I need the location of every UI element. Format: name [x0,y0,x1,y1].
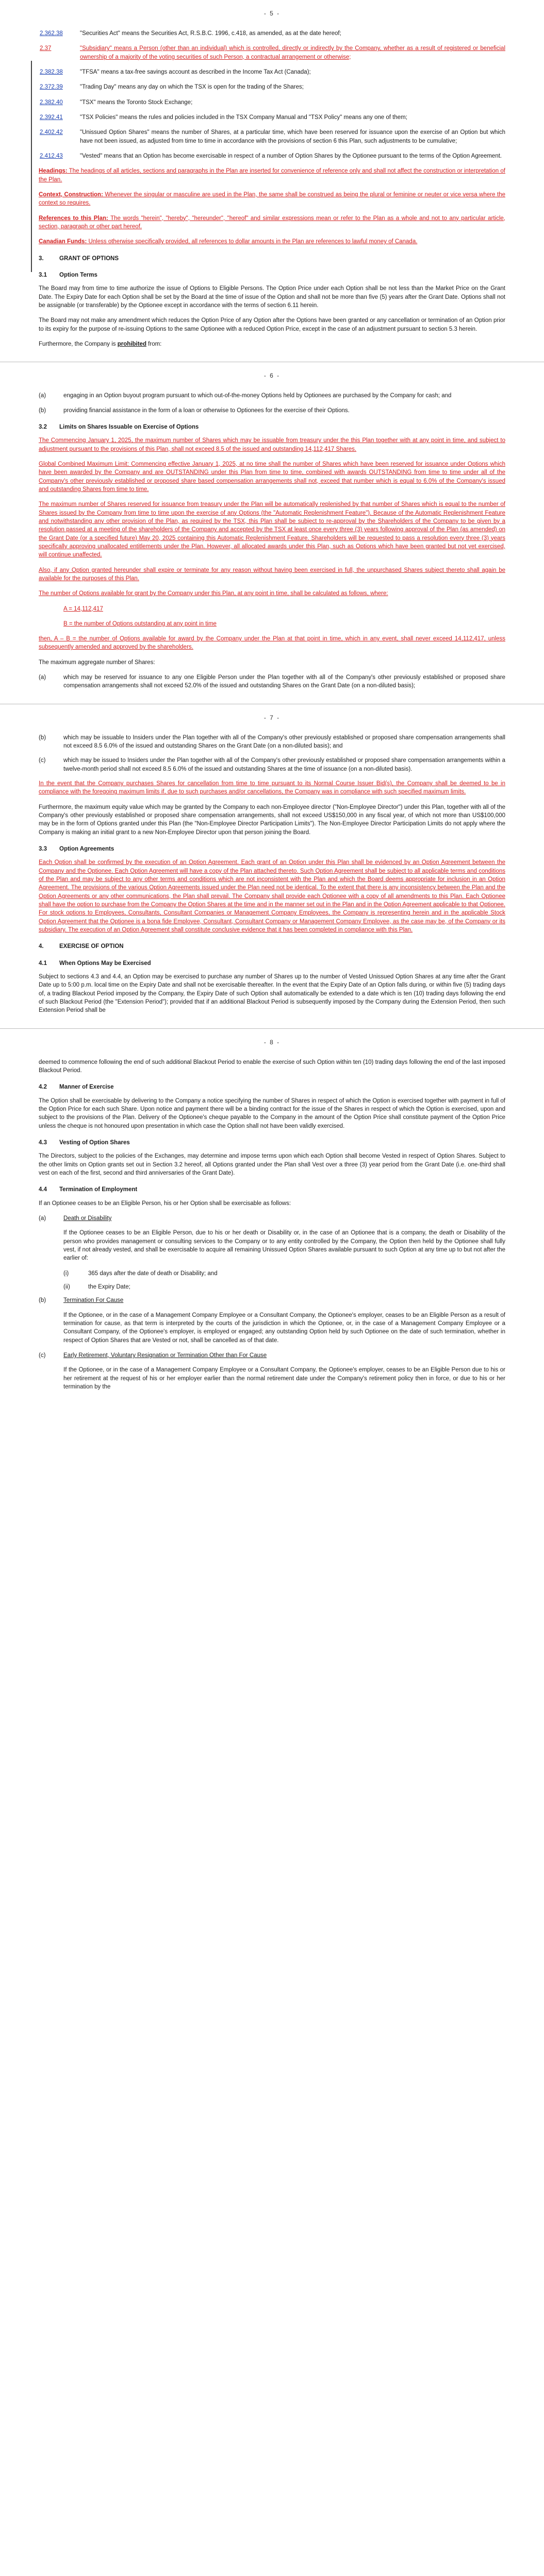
subsection-title: Option Agreements [59,846,114,853]
body-paragraph: The Option shall be exercisable by delivering to the Company a notice specifying the number of Shares in respect of which the Option is exercised together with payment in full of the Option Price for each such Share. Upon notice and payment there will be a binding contract for the issue of the Shares in respect of which the Option is exercised, upon and subject to the provisions of the Plan. Delivery of the Optionee's cheque payable to the Company in the amount of the Option Price shall constitute payment of the Option Price unless the cheque is not honoured upon presentation in which case the Option shall not have been validly exercised. [39,1097,505,1129]
formula-line: A = 14,112,417 [63,605,103,612]
interpretation-paragraph [39,167,505,184]
definition-number: 2.382.38 [40,69,63,76]
definition-number: 2.412.43 [40,152,63,159]
body-paragraph: Each Option shall be confirmed by the execution of an Option Agreement. Each grant of an Option under this Plan shall be evidenced by an Option Agreement between the Company and the Optionee. Each Option Agreement will have a copy of the Plan attached thereto. Such Option Agreement shall be subject to all applicable terms and conditions of the Plan and may be subject to any other terms and conditions which are not inconsistent with the Plan and which the Board deems appropriate for inclusion in an Option Agreement. The provisions of the various Option Agreements issued under the Plan need not be identical. To the extent that there is any inconsistency between the Plan and the Option Agreements or any other communications, the Plan shall prevail. The Company shall provide each Optionee with a copy of all amendments to this Plan. Each Optionee shall have the option to purchase from the Company the Option Shares at the time and in the manner set out in the Plan and in the Option Agreement applicable to that Optionee. For stock options to Employees, Consultants, Consultant Companies or Management Company Employees, the Company is representing herein and in the applicable Stock Option Agreement that the Optionee is a bona fide Employee, Consultant, Consultant Company or Management Company Employee, as the case may be, of the Company or its subsidiary. The execution of an Option Agreement shall constitute conclusive evidence that it has been completed in compliance with this Plan. [39,859,505,934]
text: from: [146,341,162,347]
subsection-number: 3.2 [39,423,47,430]
list-text: which may be reserved for issuance to any one Eligible Person under the Plan together with all of the Company's other previously established or proposed share compensation arrangements shall not exceed 52.0% of the issued and outstanding Shares on the Grant Date (on a non-diluted basis); [63,674,505,689]
list-text: engaging in an Option buyout program pursuant to which out-of-the-money Options held by Optionees are purchased by the Company for cash; and [63,393,452,399]
definition-text: "TSX" means the Toronto Stock Exchange; [80,99,193,106]
list-label: (c) [39,1352,46,1359]
page-number: - 6 - [263,372,281,380]
formula-line: B = the number of Options outstanding at any point in time [63,620,217,627]
body-paragraph: The Directors, subject to the policies of the Exchanges, may determine and impose terms upon which each Option shall become Vested in respect of Option Shares. Subject to the other limits on Option grants set out in Section 3.2 hereof, all Options granted under the Plan shall Vest over a three (3) year period from the Grant Date (i.e. one-third shall vest on each of the first, second and third anniversaries of the Grant Date). [39,1153,505,1176]
list-text: the Expiry Date; [88,1283,130,1290]
definition-text: "TSX Policies" means the rules and policies included in the TSX Company Manual and "TSX Policy" means any one of them; [80,114,407,121]
list-item [63,1269,505,1278]
page-number: - 8 - [263,1038,281,1046]
list-item [39,1351,505,1360]
interpretation-paragraph [39,238,505,246]
list-label: (b) [39,1297,46,1304]
change-bar [31,61,32,272]
definition-item [39,44,505,61]
subsection-number: 4.1 [39,960,47,967]
body-paragraph: Subject to sections 4.3 and 4.4, an Option may be exercised to purchase any number of Shares up to the number of Vested Unissued Option Shares at any time after the Grant Date up to 5:00 p.m. local time on the Expiry Date and shall not be exercisable thereafter. In the event that the Expiry Date of an Option falls during, or within five (5) trading days of, a trading Blackout Period imposed by the Company, the Expiry Date of such Option shall automatically be extended to a date which is ten (10) trading days following the end of such Blackout Period (the "Extension Period"); provided that if an additional Blackout Period is subsequently imposed by the Company during the Extension Period, then such Extension Period shall be [39,974,505,1014]
list-item [39,406,505,415]
list-item [39,392,505,400]
body-paragraph: The maximum aggregate number of Shares: [39,659,155,666]
subsection-heading [39,1185,505,1194]
list-label: (a) [39,393,46,399]
subsection-heading [39,1139,505,1147]
definition-number: 2.372.39 [40,84,63,91]
interpretation-label: Headings: [39,168,68,175]
interpretation-paragraph [39,214,505,231]
list-label: (b) [39,734,46,741]
definition-text: "Unissued Option Shares" means the number of Shares, at a particular time, which have been reserved for issuance upon the exercise of an Option but which have not been issued, as adjusted from time to time in accordance with the provisions of section 6 this Plan, such adjustments to be cumulative; [80,129,505,144]
list-item [63,1283,505,1291]
subsection-number: 3.3 [39,846,47,853]
body-paragraph: In the event that the Company purchases Shares for cancellation from time to time pursuant to its Normal Course Issuer Bid(s), the Company shall be deemed to be in compliance with the foregoing maximum limits if, due to such purchases and/or cancellations, the Company was in compliance with such specified maximum limits. [39,781,505,795]
list-label: (c) [39,757,46,764]
interpretation-text: The words "herein", "hereby", "hereunder", "hereof" and similar expressions mean or refer to the Plan as a whole and not to any particular article, section, paragraph or other part hereof. [39,215,505,230]
subsection-heading [39,271,505,279]
page-break [0,1028,544,1029]
text: Furthermore, the Company is [39,341,118,347]
definition-number: 2.392.41 [40,114,63,121]
body-paragraph: deemed to commence following the end of such additional Blackout Period to enable the exercise of such Option within ten (10) trading days following the end of the last imposed Blackout Period. [39,1059,505,1074]
body-paragraph: The maximum number of Shares reserved for issuance from treasury under the Plan will be automatically replenished by that number of Shares which is equal to the number of Shares issued by the Company from time to time upon the exercise of any Options (the "Automatic Replenishment Feature"). Because of the Automatic Replenishment Feature and notwithstanding any other provision of the Plan, as required by the TSX, this Plan shall be subject to re-approval by the Shareholders of the Company to be given by a resolution passed at a meeting of the shareholders of the Company and accepted by the TSX at least once every three (3) years following approval of the Plan (as amended) on the Grant Date (or a specified future) May 20, 2025 containing this Automatic Replenishment Feature. Shareholders will be requested to pass a resolution every three (3) years specifically approving unallocated entitlements under the Plan. However, all allocated awards under this Plan, such as Options which have been granted but not yet exercised, will continue unaffected. [39,501,505,558]
definition-item [39,29,505,38]
subsection-title: Limits on Shares Issuable on Exercise of Options [59,423,199,430]
body-paragraph: Furthermore, the maximum equity value which may be granted by the Company to each non-Employee director ("Non-Employee Director") under this Plan, together with all of the Company's other previously established or proposed share compensation arrangements, shall not exceed US$150,000 in any fiscal year, of which not more than US$100,000 may be in the form of Options granted under this Plan (the "Non-Employee Director Participation Limits"). The Non-Employee Director Participation Limits do not apply where the Company is making an initial grant to a new Non-Employee Director upon that person joining the Board. [39,804,505,836]
section-title: GRANT OF OPTIONS [59,255,119,262]
body-paragraph [39,340,505,348]
definition-text: "Vested" means that an Option has become exercisable in respect of a number of Option Shares by the Optionee pursuant to the terms of the Option Agreement. [80,152,502,159]
definition-item [39,152,505,160]
definition-text: "Securities Act" means the Securities Act, R.S.B.C. 1996, c.418, as amended, as at the date hereof; [80,30,341,37]
list-text: which may be issued to Insiders under the Plan together with all of the Company's other previously established or proposed share compensation arrangements within a twelve-month period shall not exceed 8.5 6.0% of the issued and outstanding Shares at the time of issuance (on a non-diluted basis). [63,757,505,772]
document [0,9,544,1391]
page-number: - 5 - [263,10,281,17]
subsection-title: Option Terms [59,272,97,278]
subsection-heading [39,845,505,853]
list-text: providing financial assistance in the form of a loan or otherwise to Optionees for the exercise of their Options. [63,407,350,414]
body-paragraph: Global Combined Maximum Limit: Commencing effective January 1, 2025, at no time shall the number of Shares which have been reserved for issuance under Options which have been awarded by the Company and are OUTSTANDING under this Plan from time to time, combined with awards OUTSTANDING from time to time under all of the Company's other previously established or proposed share based compensation arrangements shall not, exceed that number which is equal to 6.0% of the Company's issued and outstanding Shares from time to time. [39,461,505,493]
interpretation-text: Whenever the singular or masculine are used in the Plan, the same shall be construed as being the plural or feminine or neuter or vice versa where the context so requires. [39,191,505,207]
interpretation-label: Canadian Funds: [39,239,87,245]
definition-text: "Trading Day" means any day on which the TSX is open for the trading of the Shares; [80,84,304,91]
subsection-heading [39,1083,505,1091]
subsection-title: Manner of Exercise [59,1084,114,1091]
list-item [39,673,505,690]
list-item [39,734,505,751]
section-number: 3. [39,255,44,262]
subsection-title: When Options May be Exercised [59,960,151,967]
interpretation-label: References to this Plan: [39,215,108,222]
definition-number: 2.362.38 [40,30,63,37]
list-item [39,1214,505,1223]
body-paragraph: If an Optionee ceases to be an Eligible Person, his or her Option shall be exercisable as follows: [39,1200,291,1207]
list-label: (i) [63,1270,69,1277]
list-item [39,1296,505,1304]
list-label: (ii) [63,1283,70,1290]
body-paragraph: The Commencing January 1, 2025, the maximum number of Shares which may be issuable from treasury under the this Plan together with at any point in time, and subject to adjustment pursuant to the provisions of this Plan, shall not exceed 8.5 of the issued and outstanding 14,112,417 Shares. [39,437,505,452]
subsection-title: Vesting of Option Shares [59,1140,130,1146]
body-paragraph: If the Optionee, or in the case of a Management Company Employee or a Consultant Company, the Optionee's employer, ceases to be an Eligible Person due to his or her retirement at the request of his or her employer earlier than the normal retirement date under the Company's retirement policy then in force, or due to his or her termination by the [63,1367,505,1390]
subsection-title: Termination of Employment [59,1187,138,1193]
emphasis: prohibited [117,341,146,347]
list-text: 365 days after the date of death or Disability; and [88,1270,218,1277]
interpretation-text: Unless otherwise specifically provided, all references to dollar amounts in the Plan are references to lawful money of Canada. [87,239,418,245]
body-paragraph: The Board may not make any amendment which reduces the Option Price of any Option after the Options have been granted or any cancellation or termination of an Option prior to its expiry for the purpose of re-issuing Options to the same Optionee with a reduced Option Price, except in the case of an adjustment pursuant to section 5.3 herein. [39,317,505,332]
subsection-heading [39,959,505,968]
definition-text: "TFSA" means a tax-free savings account as described in the Income Tax Act (Canada); [80,69,311,76]
subsection-heading [39,423,505,431]
body-paragraph: The number of Options available for grant by the Company under this Plan, at any point in time, shall be calculated as follows, where: [39,590,388,597]
list-item [39,756,505,773]
interpretation-paragraph [39,191,505,208]
definition-number: 2.402.42 [40,129,63,136]
definition-item [39,98,505,107]
list-label: (a) [39,1215,46,1222]
section-heading [39,942,505,951]
subsection-number: 3.1 [39,272,47,278]
definition-item [39,128,505,145]
interpretation-text: The headings of all articles, sections and paragraphs in the Plan are inserted for convenience of reference only and shall not affect the construction or interpretation of the Plan. [39,168,505,183]
body-paragraph: Also, if any Option granted hereunder shall expire or terminate for any reason without having been exercised in full, the unpurchased Shares subject thereto shall again be available for the purposes of this Plan. [39,567,505,582]
definition-number: 2.37 [40,45,52,52]
list-title: Death or Disability [63,1215,112,1222]
section-title: EXERCISE OF OPTION [59,943,124,950]
body-paragraph: The Board may from time to time authorize the issue of Options to Eligible Persons. The Option Price under each Option shall be not less than the Market Price on the Grant Date. The Expiry Date for each Option shall be set by the Board at the time of issue of the Option and shall not be more than five (5) years after the Grant Date. Options shall not be assignable (or transferable) by the Optionee except in accordance with the terms of section 6.11 herein. [39,285,505,309]
body-paragraph: If the Optionee ceases to be an Eligible Person, due to his or her death or Disability or, in the case of an Optionee that is a company, the death or Disability of the person who provides management or consulting services to the Company or to any entity controlled by the Company, the Option then held by the Optionee shall fully vest, if not already vested, and shall be exercisable to acquire all remaining Unissued Option Shares available pursuant to such Option at any time up to but not after the earlier of: [63,1230,505,1262]
definition-number: 2.382.40 [40,99,63,106]
list-title: Termination For Cause [63,1297,124,1304]
definition-item [39,113,505,122]
definition-text: "Subsidiary" means a Person (other than an individual) which is controlled, directly or indirectly by the Company, whether as a result of registered or beneficial ownership of a majority of the voting securities of such Person, a contractual arrangement or otherwise; [80,45,505,60]
interpretation-label: Context, Construction: [39,191,103,198]
list-text: which may be issuable to Insiders under the Plan together with all of the Company's other previously established or proposed share compensation arrangements shall not exceed 8.5 6.0% of the issued and outstanding Shares on the Grant Date (on a non-diluted basis); and [63,734,505,750]
subsection-number: 4.4 [39,1187,47,1193]
definition-item [39,83,505,91]
body-paragraph: If the Optionee, or in the case of a Management Company Employee or a Consultant Company, the Optionee's employer, ceases to be an Eligible Person as a result of termination for cause, as that term is interpreted by the courts of the jurisdiction in which the Optionee, or, in the case of a Management Company Employee or a Consultant Company, of the Optionee's employer, is employed or engaged; any outstanding Option held by such Optionee on the date of such termination, whether in respect of Option Shares that are Vested or not, shall be cancelled as of that date. [63,1312,505,1344]
list-title: Early Retirement, Voluntary Resignation or Termination Other than For Cause [63,1352,267,1359]
body-paragraph: then, A – B = the number of Options available for award by the Company under the Plan at that point in time, which in any event, shall never exceed 14,112,417, unless subsequently amended and approved by the shareholders. [39,636,505,651]
list-label: (a) [39,674,46,681]
definition-item [39,68,505,76]
page-number: - 7 - [263,714,281,721]
list-label: (b) [39,407,46,414]
subsection-number: 4.2 [39,1084,47,1091]
subsection-number: 4.3 [39,1140,47,1146]
section-heading [39,255,505,263]
section-number: 4. [39,943,44,950]
